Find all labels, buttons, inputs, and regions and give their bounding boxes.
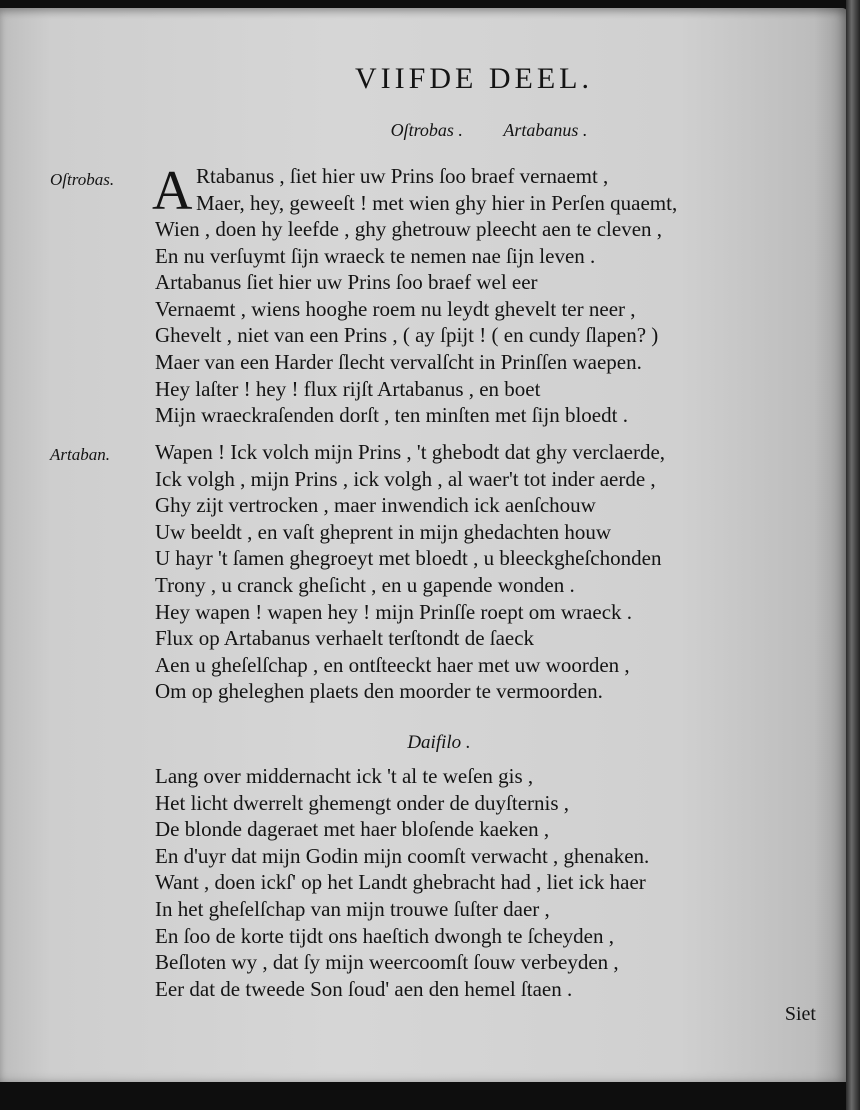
verse-line: Ghy zijt vertrocken , maer inwendich ick aenſchouw bbox=[155, 493, 596, 518]
verse-line: Wien , doen hy leefde , ghy ghetrouw pleecht aen te cleven , bbox=[155, 217, 663, 241]
verse-line: Lang over middernacht ick 't al te weſen gis , bbox=[155, 764, 534, 788]
verse-line: Flux op Artabanus verhaelt terſtondt de ſaeck bbox=[155, 626, 535, 651]
verse-block-ostrobas bbox=[155, 216, 662, 429]
verse-line: Want , doen ickſ' op het Landt ghebracht had , liet ick haer bbox=[155, 870, 646, 895]
verse-line: Maer van een Harder ſlecht vervalſcht in Prinſſen waepen. bbox=[155, 349, 642, 374]
verse-block-opening bbox=[196, 163, 677, 216]
verse-line: En ſoo de korte tijdt ons haeſtich dwongh te ſcheyden , bbox=[155, 923, 614, 948]
verse-line: Uw beeldt , en vaſt gheprent in mijn ghedachten houw bbox=[155, 519, 612, 544]
verse-line: Hey wapen ! wapen hey ! mijn Prinſſe roept om wraeck . bbox=[155, 599, 633, 624]
speaker-heading bbox=[0, 120, 848, 141]
verse-line: Om op gheleghen plaets den moorder te vermoorden. bbox=[155, 679, 603, 704]
verse-line: Aen u gheſelſchap , en ontſteeckt haer met uw woorden , bbox=[155, 652, 630, 677]
verse-line: Beſloten wy , dat ſy mijn weercoomſt ſouw verbeyden , bbox=[155, 950, 619, 975]
verse-block-artaban bbox=[155, 439, 665, 705]
verse-line: Eer dat de tweede Son ſoud' aen den hemel ſtaen . bbox=[155, 976, 573, 1001]
verse-line: Ghevelt , niet van een Prins , ( ay ſpijt ! ( en cundy ſlapen? ) bbox=[155, 323, 659, 348]
catchword: Siet bbox=[784, 1003, 816, 1025]
verse-block-daifilo bbox=[155, 763, 649, 1002]
drop-cap: A bbox=[152, 160, 193, 222]
verse-line: En d'uyr dat mijn Godin mijn coomſt verwacht , ghenaken. bbox=[155, 843, 650, 868]
verse-line: Wapen ! Ick volch mijn Prins , 't ghebodt dat ghy verclaerde, bbox=[155, 440, 666, 464]
running-header: VIIFDE DEEL. bbox=[355, 62, 593, 95]
speaker-name-ostrobas: Oſtrobas . bbox=[390, 120, 463, 140]
verse-line: Vernaemt , wiens hooghe roem nu leydt ghevelt ter neer , bbox=[155, 296, 636, 321]
speaker-heading-daifilo: Daifilo . bbox=[407, 732, 471, 753]
verse-line: Artabanus ſiet hier uw Prins ſoo braef wel eer bbox=[155, 270, 538, 295]
verse-line: U hayr 't ſamen ghegroeyt met bloedt , u bleeckgheſchonden bbox=[155, 546, 662, 571]
verse-line: Mijn wraeckraſenden dorſt , ten minſten met ſijn bloedt . bbox=[155, 403, 628, 428]
verse-line: Trony , u cranck gheſicht , en u gapende wonden . bbox=[155, 572, 575, 597]
verse-line: Maer, hey, geweeſt ! met wien ghy hier in Perſen quaemt, bbox=[196, 190, 678, 215]
verse-line: En nu verſuymt ſijn wraeck te nemen nae ſijn leven . bbox=[155, 243, 596, 268]
margin-speaker-ostrobas: Oſtrobas. bbox=[50, 170, 115, 189]
speaker-name-artabanus: Artabanus . bbox=[503, 120, 588, 140]
verse-line: Het licht dwerrelt ghemengt onder de duyſternis , bbox=[155, 790, 570, 815]
verse-line: Rtabanus , ſiet hier uw Prins ſoo braef vernaemt , bbox=[196, 164, 609, 188]
verse-line: De blonde dageraet met haer bloſende kaeken , bbox=[155, 817, 550, 842]
verse-line: In het gheſelſchap van mijn trouwe ſuſter daer , bbox=[155, 896, 550, 921]
page-edge bbox=[846, 0, 860, 1110]
margin-speaker-artaban: Artaban. bbox=[50, 445, 110, 464]
verse-line: Ick volgh , mijn Prins , ick volgh , al waer't tot inder aerde , bbox=[155, 466, 656, 491]
verse-line: Hey laſter ! hey ! flux rijſt Artabanus , en boet bbox=[155, 376, 541, 401]
